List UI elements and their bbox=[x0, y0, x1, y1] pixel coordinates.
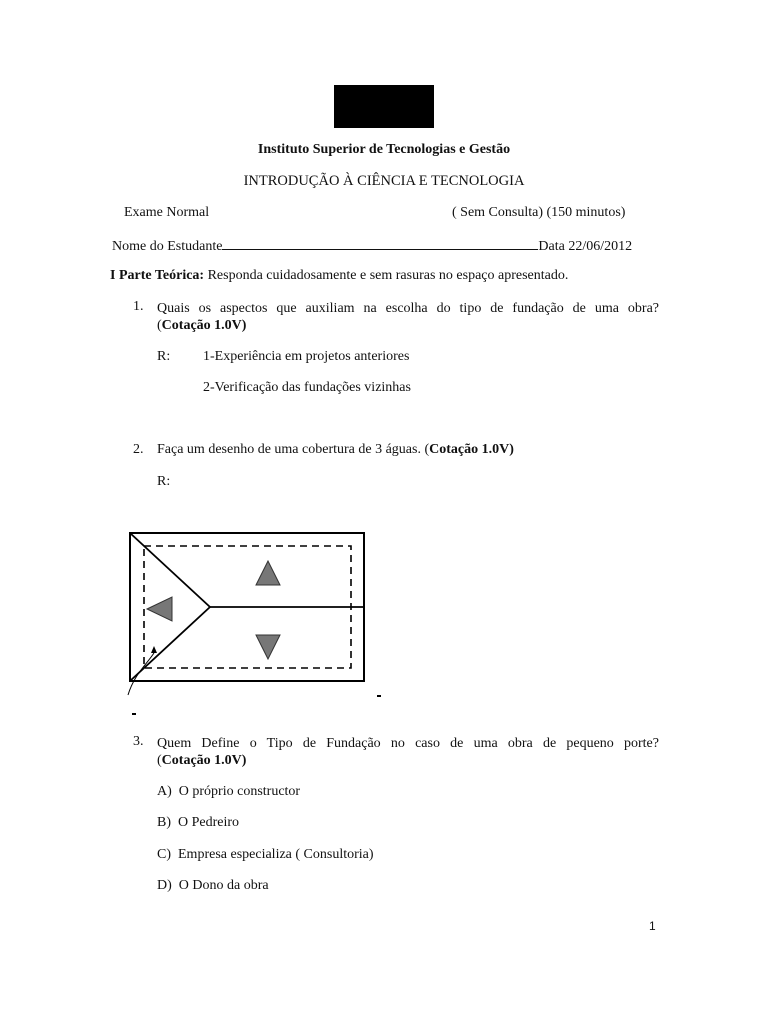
exam-conditions: ( Sem Consulta) (150 minutos) bbox=[452, 205, 626, 220]
question-3-score: Cotação 1.0V) bbox=[161, 753, 247, 768]
question-1-number: 1. bbox=[133, 299, 144, 314]
slope-arrow-down-icon bbox=[256, 635, 280, 659]
slope-arrow-left-icon bbox=[147, 597, 172, 621]
question-3-number: 3. bbox=[133, 734, 144, 749]
annotation-arrowhead-icon bbox=[151, 646, 157, 653]
part-instruction: Responda cuidadosamente e sem rasuras no espaço apresentado. bbox=[207, 268, 569, 283]
question-1-answer-label: R: bbox=[157, 349, 171, 364]
part-title: I Parte Teórica: bbox=[110, 268, 205, 283]
question-3-option-d[interactable]: D) O Dono da obra bbox=[157, 878, 269, 893]
slope-arrow-up-icon bbox=[256, 561, 280, 585]
stray-mark-right bbox=[377, 695, 381, 697]
question-3-line1: Quem Define o Tipo de Fundação no caso de uma obra de pequeno porte? bbox=[157, 736, 659, 751]
roof-drawing bbox=[120, 525, 400, 725]
question-2-score: Cotação 1.0V) bbox=[429, 442, 514, 457]
hip-line-top bbox=[130, 533, 210, 607]
student-name-row bbox=[112, 236, 632, 255]
question-1-text bbox=[157, 299, 659, 318]
question-1-line1: Quais os aspectos que auxiliam na escolha do tipo de fundação de uma obra? bbox=[157, 301, 659, 316]
question-1-score: Cotação 1.0V) bbox=[161, 318, 247, 333]
stray-mark-left bbox=[132, 713, 136, 715]
question-3-text bbox=[157, 734, 659, 753]
student-name-field[interactable] bbox=[222, 236, 538, 250]
question-3-option-c[interactable]: C) Empresa especializa ( Consultoria) bbox=[157, 847, 374, 862]
part-heading bbox=[110, 268, 568, 284]
question-3-option-a[interactable]: A) O próprio constructor bbox=[157, 784, 301, 799]
question-3-score-line: (Cotação 1.0V) bbox=[157, 753, 247, 768]
course-title: INTRODUÇÃO À CIÊNCIA E TECNOLOGIA bbox=[243, 173, 525, 189]
annotation-curve bbox=[128, 653, 154, 695]
question-1-answer-1: 1-Experiência em projetos anteriores bbox=[203, 349, 410, 364]
question-2-number: 2. bbox=[133, 442, 144, 457]
student-name-label: Nome do Estudante bbox=[112, 239, 223, 254]
institute-name: Instituto Superior de Tecnologias e Gestão bbox=[257, 142, 511, 157]
question-2-text: Faça um desenho de uma cobertura de 3 águas. (Cotação 1.0V) bbox=[157, 442, 514, 457]
exam-type: Exame Normal bbox=[124, 205, 210, 220]
question-3-option-b[interactable]: B) O Pedreiro bbox=[157, 815, 240, 830]
question-2-answer-label: R: bbox=[157, 474, 171, 489]
question-1-score-line: (Cotação 1.0V) bbox=[157, 318, 247, 333]
redacted-logo bbox=[334, 85, 434, 128]
question-1-answer-2: 2-Verificação das fundações vizinhas bbox=[203, 380, 411, 395]
page-number: 1 bbox=[649, 919, 656, 933]
exam-date: Data 22/06/2012 bbox=[538, 239, 633, 254]
